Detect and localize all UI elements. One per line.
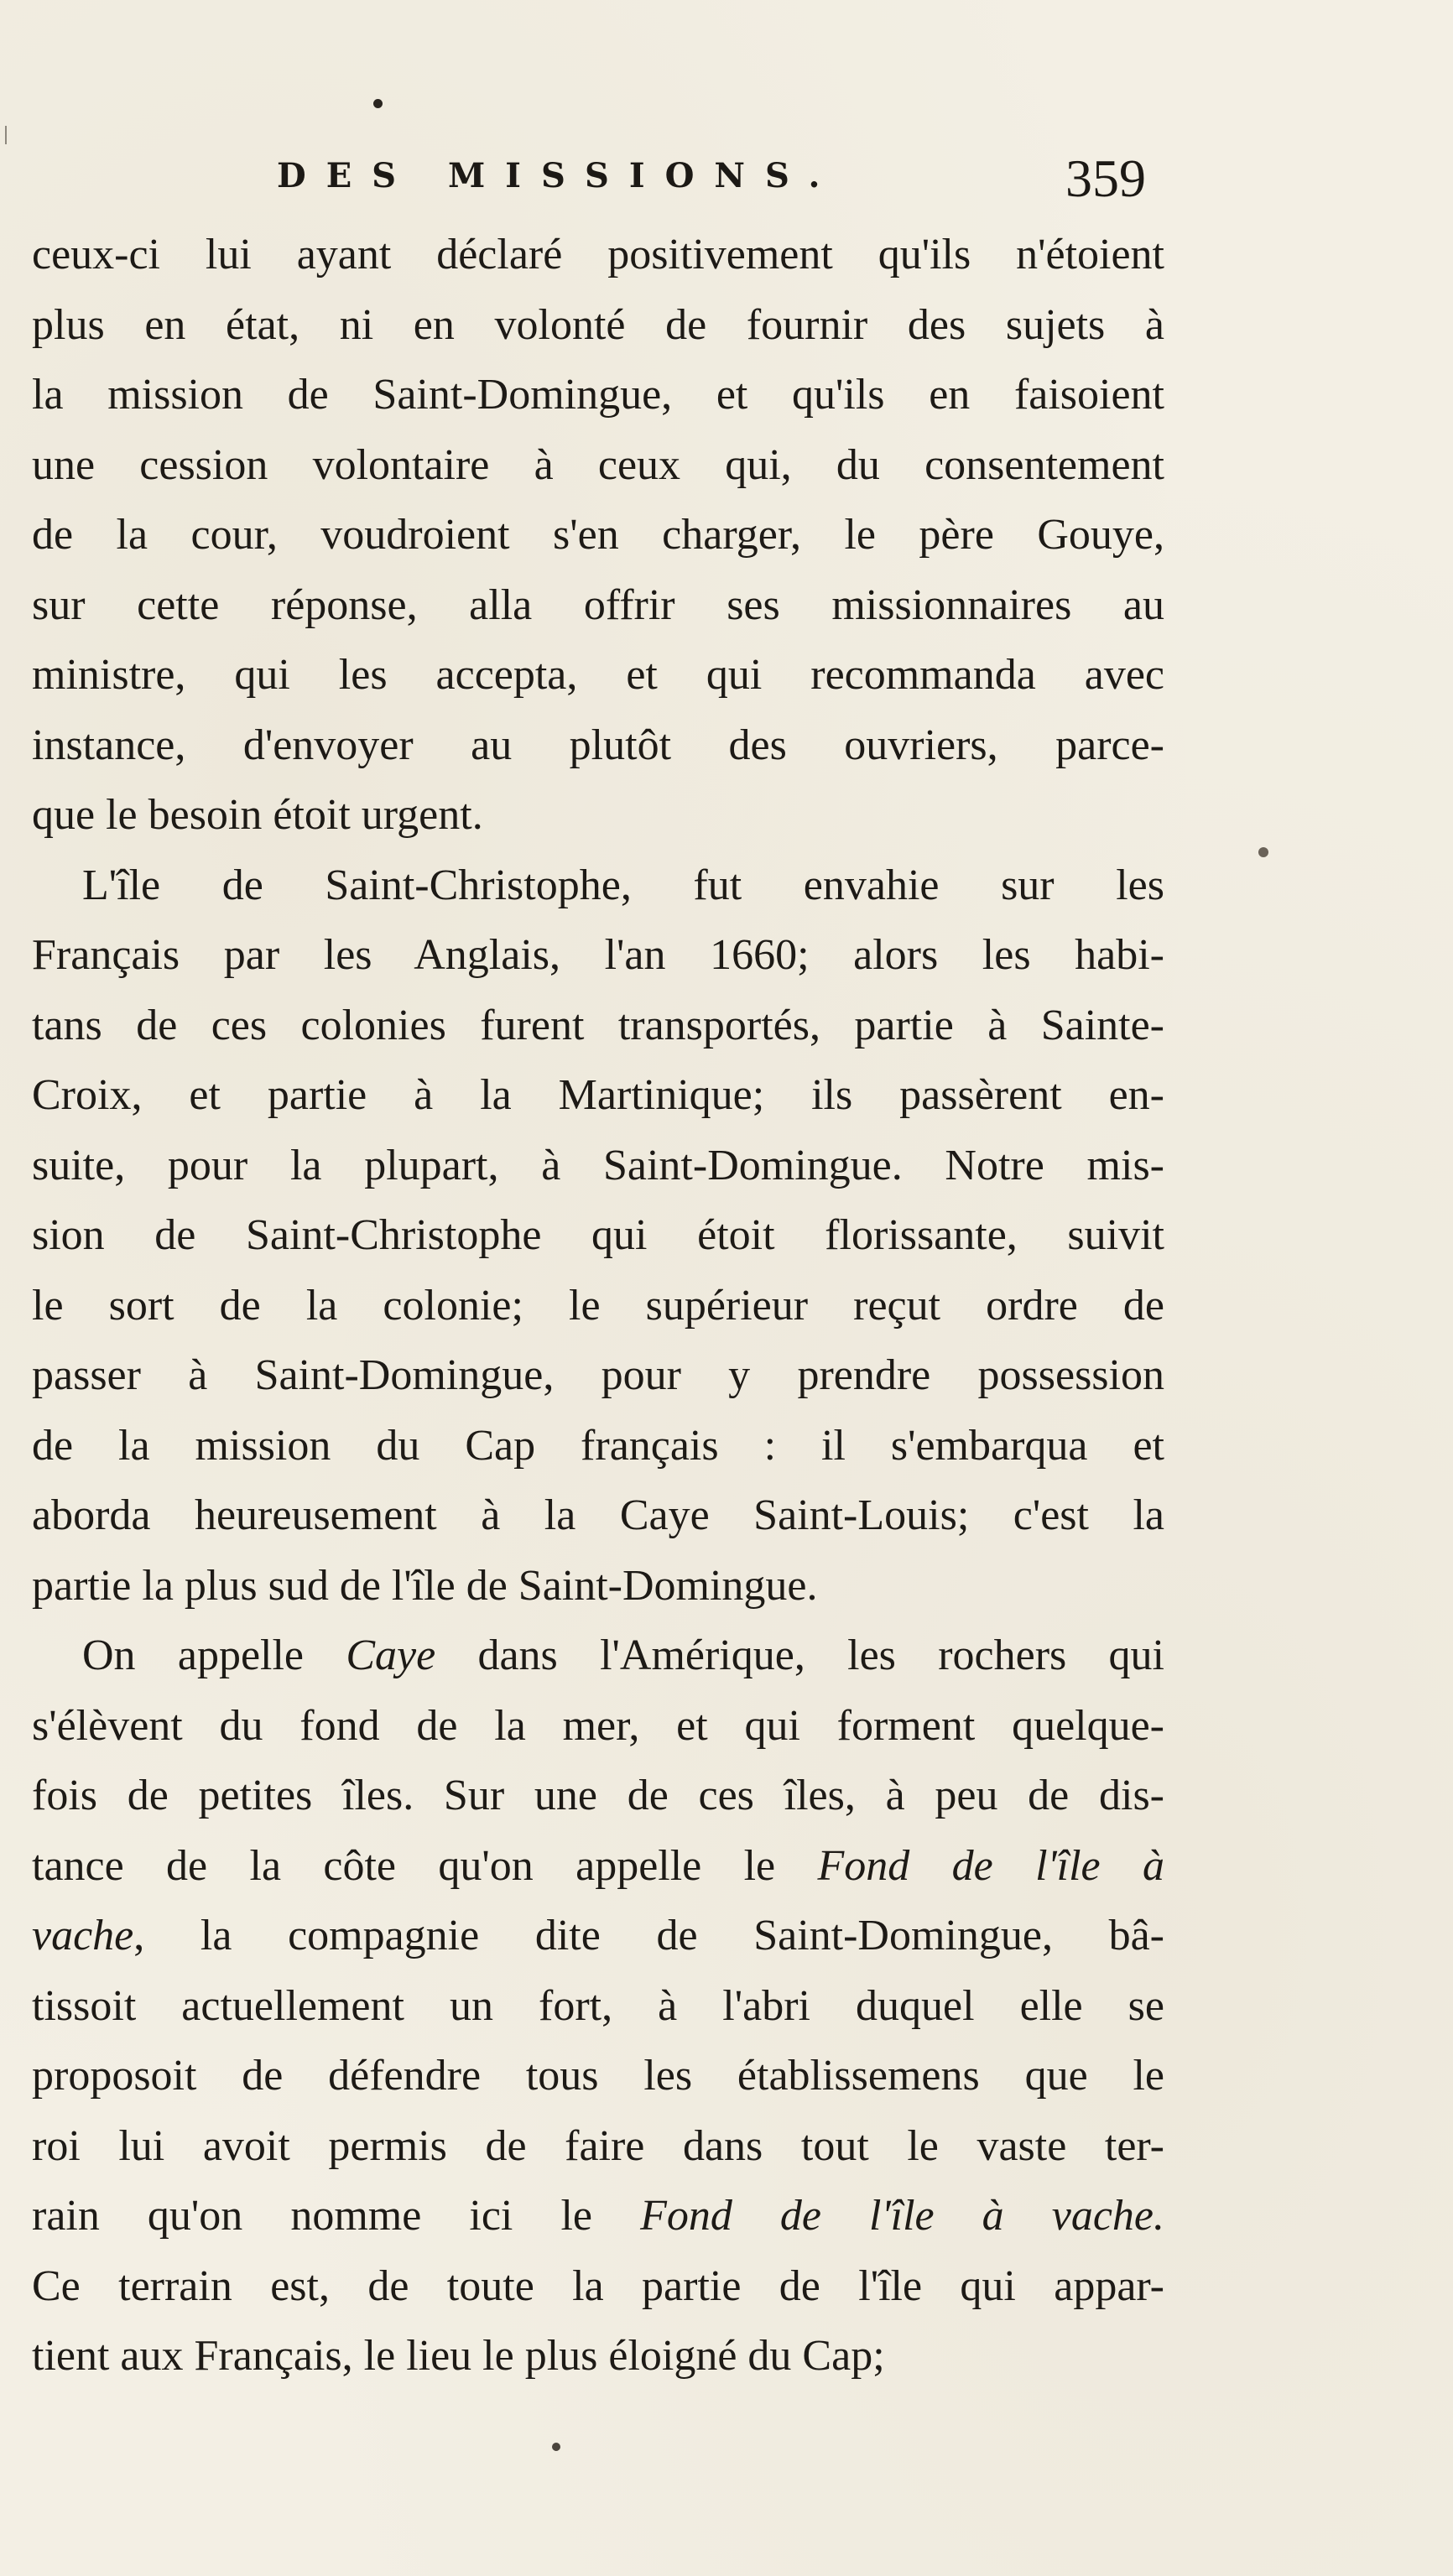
text-line: aborda heureusement à la Caye Saint-Louis; c'est la (32, 1491, 1164, 1539)
text-line: le sort de la colonie; le supérieur reçut ordre de (32, 1281, 1164, 1330)
text-fragment: dans l'Amérique, les rochers qui (435, 1631, 1165, 1679)
text-line: de la mission du Cap français : il s'embarqua et (32, 1421, 1164, 1470)
text-line: tissoit actuellement un fort, à l'abri duquel elle se (32, 1981, 1164, 2030)
text-line: fois de petites îles. Sur une de ces îles, à peu de dis- (32, 1772, 1164, 1819)
italic-term: Fond de l'île à (817, 1841, 1165, 1890)
text-line: plus en état, ni en volonté de fournir des sujets à (32, 300, 1164, 349)
text-line: que le besoin étoit urgent. (32, 791, 483, 839)
text-fragment: , la compagnie dite de Saint-Domingue, bâ- (133, 1912, 1164, 1959)
text-line: ceux-ci lui ayant déclaré positivement qu'ils n'étoient (32, 231, 1164, 278)
text-line: L'île de Saint-Christophe, fut envahie sur les (82, 861, 1164, 909)
text-line: instance, d'envoyer au plutôt des ouvriers, parce- (32, 721, 1164, 769)
italic-term: Caye (346, 1631, 436, 1679)
italic-term: vache (32, 1912, 134, 1959)
text-line: partie la plus sud de l'île de Saint-Domingue. (32, 1561, 818, 1610)
body-text (32, 220, 1164, 2391)
text-line (32, 2181, 1164, 2251)
text-line: sur cette réponse, alla offrir ses missionnaires au (32, 580, 1164, 629)
text-line: tans de ces colonies furent transportés, partie à Sainte- (32, 1001, 1164, 1049)
text-line: s'élèvent du fond de la mer, et qui forment quelque- (32, 1701, 1164, 1750)
text-line: roi lui avoit permis de faire dans tout le vaste ter- (32, 2121, 1164, 2170)
text-line: Français par les Anglais, l'an 1660; alors les habi- (32, 931, 1164, 979)
text-line: sion de Saint-Christophe qui étoit florissante, suivit (32, 1211, 1164, 1259)
text-line: une cession volontaire à ceux qui, du consentement (32, 440, 1164, 489)
text-fragment: tance de la côte qu'on appelle le (32, 1841, 818, 1890)
ink-dot (552, 2443, 560, 2451)
text-line (32, 1901, 1164, 1971)
text-line: tient aux Français, le lieu le plus éloigné du Cap; (32, 2332, 885, 2380)
text-line (32, 1831, 1164, 1902)
text-line: proposoit de défendre tous les établissemens que le (32, 2052, 1164, 2100)
text-line: Croix, et partie à la Martinique; ils passèrent en- (32, 1071, 1164, 1119)
text-line: passer à Saint-Domingue, pour y prendre possession (32, 1351, 1164, 1399)
text-fragment: On appelle (82, 1631, 346, 1679)
margin-mark (5, 126, 7, 144)
page-header (0, 149, 1453, 216)
text-line (32, 1621, 1164, 1691)
italic-term: Fond de l'île à vache. (640, 2192, 1164, 2240)
page-number: 359 (1065, 148, 1146, 208)
ink-dot (373, 99, 383, 108)
text-line: ministre, qui les accepta, et qui recommanda avec (32, 651, 1164, 699)
ink-dot (1258, 847, 1268, 857)
text-line: suite, pour la plupart, à Saint-Domingue. Notre mis- (32, 1141, 1164, 1189)
text-line: la mission de Saint-Domingue, et qu'ils en faisoient (32, 371, 1164, 419)
text-fragment: rain qu'on nomme ici le (32, 2192, 641, 2240)
running-head: DES MISSIONS. (277, 156, 841, 195)
text-line: Ce terrain est, de toute la partie de l'île qui appar- (32, 2261, 1164, 2310)
text-line: de la cour, voudroient s'en charger, le père Gouye, (32, 511, 1164, 559)
